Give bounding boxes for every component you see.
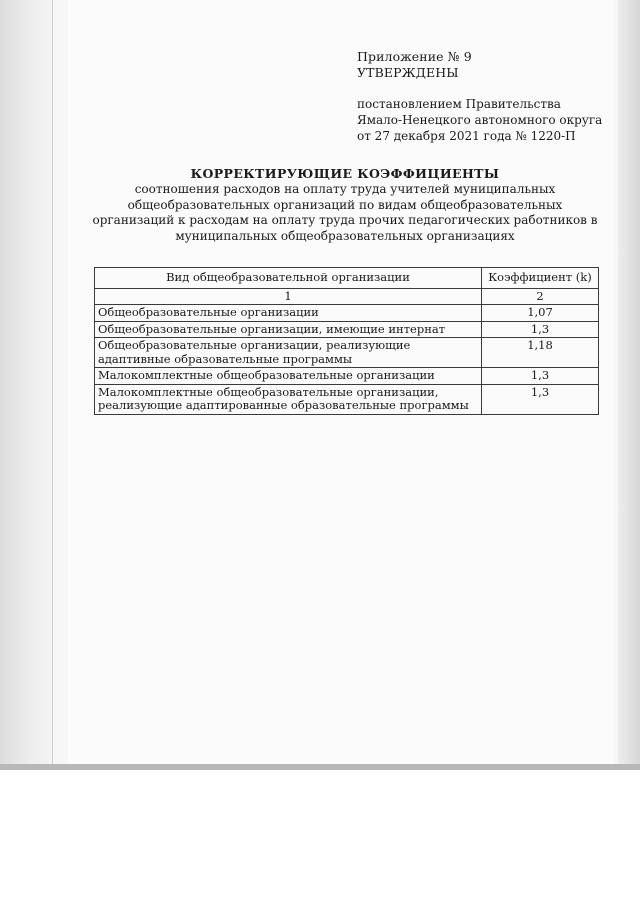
header-coefficient: Коэффициент (k) — [482, 268, 599, 289]
table-row — [95, 321, 599, 338]
scan-left-shadow — [0, 0, 52, 764]
document-title-block — [90, 165, 600, 244]
coefficient-cell: 1,3 — [482, 368, 599, 385]
organization-type-cell: Малокомплектные общеобразовательные организации, реализующие адаптированные образовательные программы — [95, 384, 482, 414]
table-header-row — [95, 268, 599, 289]
header-organization-type: Вид общеобразовательной организации — [95, 268, 482, 289]
subtitle-line-1: соотношения расходов на оплату труда учителей муниципальных — [134, 182, 556, 196]
table-row — [95, 338, 599, 368]
appendix-number: Приложение № 9 — [357, 49, 472, 64]
table-row — [95, 305, 599, 322]
document-title: КОРРЕКТИРУЮЩИЕ КОЭФФИЦИЕНТЫ — [190, 166, 500, 181]
approved-label: УТВЕРЖДЕНЫ — [357, 65, 459, 80]
coefficient-cell: 1,18 — [482, 338, 599, 368]
subtitle-line-2: общеобразовательных организаций по видам общеобразовательных — [127, 197, 563, 212]
column-number-2: 2 — [482, 288, 599, 305]
decree-line-2: Ямало-Ненецкого автономного округа — [357, 113, 603, 127]
coefficient-cell: 1,07 — [482, 305, 599, 322]
decree-line-3: от 27 декабря 2021 года № 1220-П — [357, 129, 576, 143]
table-row — [95, 384, 599, 414]
scan-seam-line — [52, 0, 53, 764]
table-row — [95, 368, 599, 385]
decree-reference — [357, 96, 602, 144]
organization-type-cell: Общеобразовательные организации — [95, 305, 482, 322]
scan-right-shadow — [618, 0, 640, 764]
column-numbers-row — [95, 288, 599, 305]
column-number-1: 1 — [95, 288, 482, 305]
subtitle-line-4: муниципальных общеобразовательных организациях — [175, 228, 515, 243]
decree-line-1: постановлением Правительства — [357, 97, 561, 111]
organization-type-cell: Общеобразовательные организации, имеющие интернат — [95, 321, 482, 338]
coefficients-table — [94, 267, 599, 415]
organization-type-cell: Малокомплектные общеобразовательные организации — [95, 368, 482, 385]
organization-type-cell: Общеобразовательные организации, реализующие адаптивные образовательные программы — [95, 338, 482, 368]
coefficient-cell: 1,3 — [482, 384, 599, 414]
document-subtitle — [90, 182, 600, 244]
subtitle-line-3: организаций к расходам на оплату труда прочих педагогических работников в — [92, 213, 598, 227]
coefficient-cell: 1,3 — [482, 321, 599, 338]
appendix-header — [357, 49, 472, 81]
